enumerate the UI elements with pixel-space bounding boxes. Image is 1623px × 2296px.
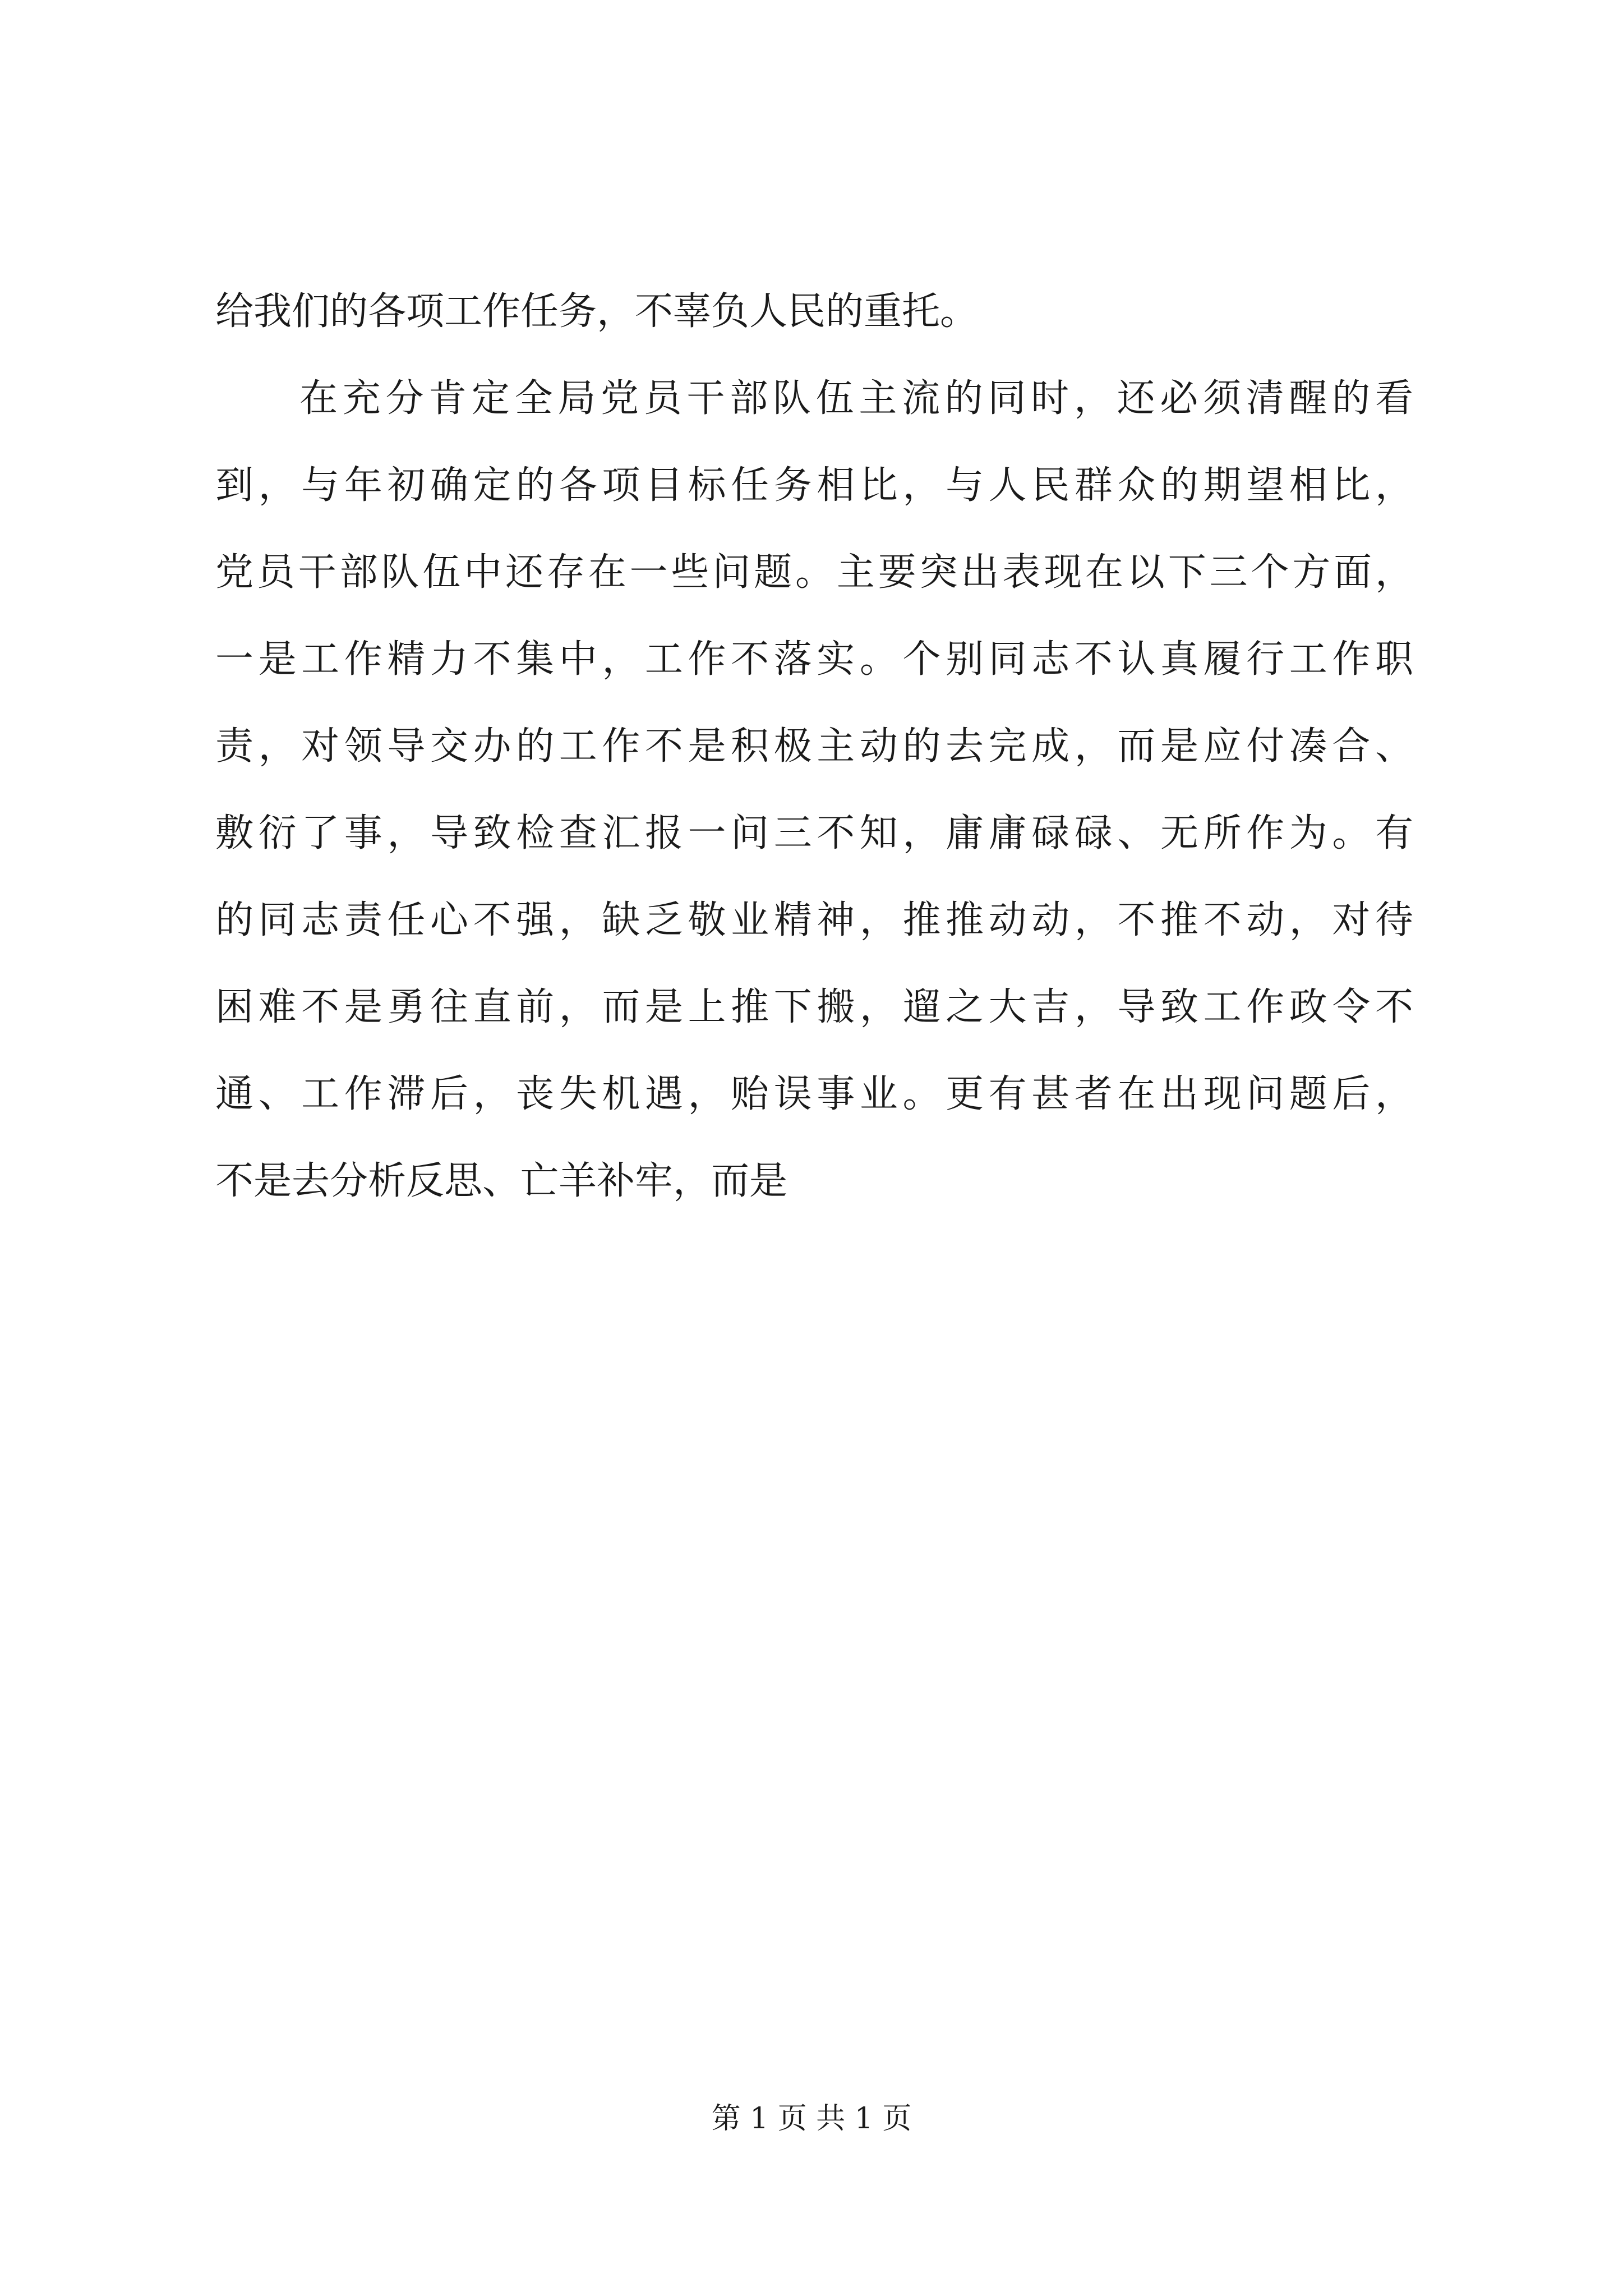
page-number-label: 第 1 页 共 1 页 [711, 2102, 912, 2136]
text-line-2: 在充分肯定全局党员干部队伍主流的同时，还必须清醒的看 [299, 376, 1413, 421]
text-line-3: 到，与年初确定的各项目标任务相比，与人民群众的期望相比， [215, 463, 1413, 508]
text-line-1: 给我们的各项工作任务，不辜负人民的重托。 [215, 289, 979, 334]
text-line-5: 一是工作精力不集中，工作不落实。个别同志不认真履行工作职 [215, 637, 1413, 682]
text-line-9: 困难不是勇往直前，而是上推下搬，遛之大吉，导致工作政令不 [215, 985, 1413, 1029]
text-line-10: 通、工作滞后，丧失机遇，贻误事业。更有甚者在出现问题后， [215, 1072, 1413, 1116]
text-line-8: 的同志责任心不强，缺乏敬业精神，推推动动，不推不动，对待 [215, 898, 1413, 942]
text-line-11: 不是去分析反思、亡羊补牢，而是 [215, 1159, 788, 1203]
page-footer [0, 2099, 1623, 2138]
text-line-4: 党员干部队伍中还存在一些问题。主要突出表现在以下三个方面， [215, 550, 1413, 595]
body-text [215, 268, 1413, 1225]
text-line-6: 责，对领导交办的工作不是积极主动的去完成，而是应付凑合、 [215, 724, 1413, 769]
text-line-7: 敷衍了事，导致检查汇报一问三不知，庸庸碌碌、无所作为。有 [215, 811, 1413, 855]
